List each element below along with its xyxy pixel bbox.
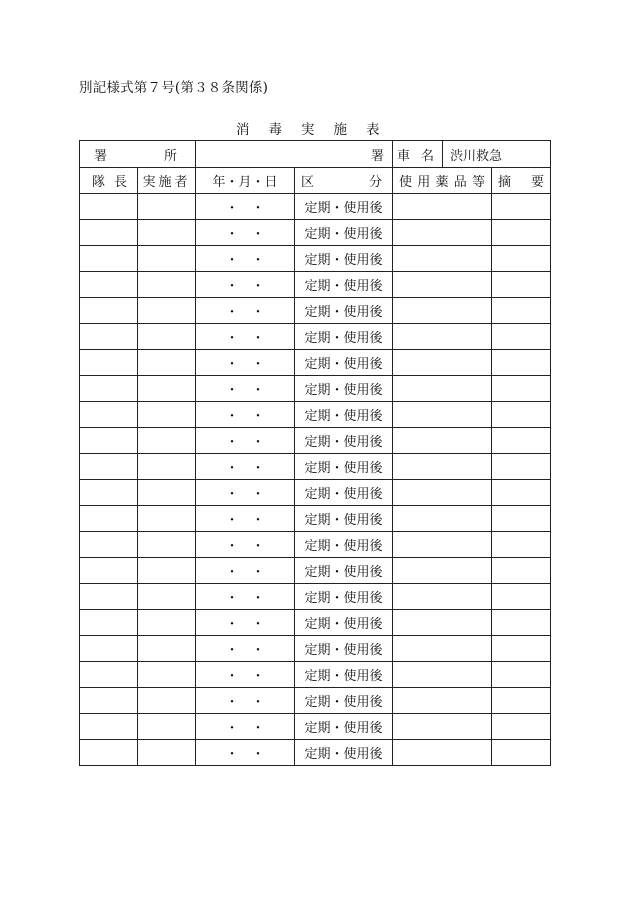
category-text: 定期・使用後: [304, 669, 383, 684]
chemicals-cell[interactable]: [393, 558, 492, 584]
table-row: [80, 714, 551, 740]
chemicals-cell[interactable]: [393, 662, 492, 688]
category-cell[interactable]: [295, 662, 393, 688]
captain-cell[interactable]: [80, 402, 138, 428]
category-cell[interactable]: [295, 428, 393, 454]
table-row: [80, 558, 551, 584]
date-text: ・ ・: [225, 409, 265, 424]
date-text: ・ ・: [225, 383, 265, 398]
captain-cell[interactable]: [80, 610, 138, 636]
chemicals-cell[interactable]: [393, 636, 492, 662]
performer-cell[interactable]: [138, 220, 196, 246]
date-cell[interactable]: [196, 558, 295, 584]
category-cell[interactable]: [295, 584, 393, 610]
date-text: ・ ・: [225, 721, 265, 736]
column-header-performer: [138, 168, 196, 194]
date-text: ・ ・: [225, 227, 265, 242]
remarks-cell[interactable]: [492, 350, 551, 376]
chemicals-cell[interactable]: [393, 506, 492, 532]
table-row: [80, 662, 551, 688]
date-text: ・ ・: [225, 643, 265, 658]
chemicals-char: 使: [399, 175, 413, 190]
date-cell[interactable]: [196, 714, 295, 740]
captain-cell[interactable]: [80, 428, 138, 454]
category-text: 定期・使用後: [304, 591, 383, 606]
chemicals-cell[interactable]: [393, 454, 492, 480]
captain-cell[interactable]: [80, 714, 138, 740]
category-cell[interactable]: [295, 454, 393, 480]
date-text: ・ ・: [225, 461, 265, 476]
date-cell[interactable]: [196, 402, 295, 428]
date-label: 年・月・日: [212, 175, 278, 190]
table-row: [80, 688, 551, 714]
category-text: 定期・使用後: [304, 201, 383, 216]
category-cell[interactable]: [295, 350, 393, 376]
date-cell[interactable]: [196, 324, 295, 350]
column-header-remarks: [492, 168, 551, 194]
vehicle-label-char: 名: [420, 148, 434, 164]
date-text: ・ ・: [225, 617, 265, 632]
date-text: ・ ・: [225, 435, 265, 450]
category-text: 定期・使用後: [304, 331, 383, 346]
performer-cell[interactable]: [138, 272, 196, 298]
performer-cell[interactable]: [138, 558, 196, 584]
remarks-cell[interactable]: [492, 506, 551, 532]
performer-cell[interactable]: [138, 688, 196, 714]
category-cell[interactable]: [295, 506, 393, 532]
category-text: 定期・使用後: [304, 357, 383, 372]
chemicals-cell[interactable]: [393, 246, 492, 272]
remarks-cell[interactable]: [492, 610, 551, 636]
table-row: [80, 220, 551, 246]
date-cell[interactable]: [196, 610, 295, 636]
vehicle-label-char: 車: [397, 148, 411, 164]
captain-cell[interactable]: [80, 506, 138, 532]
station-label-cell: [80, 141, 196, 168]
chemicals-cell[interactable]: [393, 610, 492, 636]
performer-cell[interactable]: [138, 376, 196, 402]
chemicals-char: 品: [453, 175, 467, 190]
category-cell[interactable]: [295, 532, 393, 558]
station-value-cell[interactable]: [196, 141, 393, 168]
category-cell[interactable]: [295, 220, 393, 246]
date-cell[interactable]: [196, 376, 295, 402]
category-cell[interactable]: [295, 324, 393, 350]
remarks-char: 要: [530, 175, 544, 190]
category-text: 定期・使用後: [304, 253, 383, 268]
date-text: ・ ・: [225, 279, 265, 294]
category-cell[interactable]: [295, 740, 393, 766]
date-text: ・ ・: [225, 331, 265, 346]
remarks-cell[interactable]: [492, 220, 551, 246]
chemicals-cell[interactable]: [393, 740, 492, 766]
category-cell[interactable]: [295, 480, 393, 506]
category-cell[interactable]: [295, 194, 393, 220]
date-text: ・ ・: [225, 201, 265, 216]
station-label-char: 署: [94, 148, 108, 164]
table-row: [80, 636, 551, 662]
captain-cell[interactable]: [80, 636, 138, 662]
date-cell[interactable]: [196, 194, 295, 220]
chemicals-char: 薬: [435, 175, 449, 190]
date-cell[interactable]: [196, 688, 295, 714]
table-row: [80, 428, 551, 454]
date-text: ・ ・: [225, 591, 265, 606]
date-cell[interactable]: [196, 636, 295, 662]
disinfection-table: [79, 140, 551, 766]
captain-cell[interactable]: [80, 532, 138, 558]
category-char: 分: [368, 175, 382, 190]
table-row: [80, 194, 551, 220]
captain-cell[interactable]: [80, 324, 138, 350]
remarks-cell[interactable]: [492, 298, 551, 324]
captain-cell[interactable]: [80, 350, 138, 376]
captain-cell[interactable]: [80, 298, 138, 324]
category-text: 定期・使用後: [304, 435, 383, 450]
chemicals-cell[interactable]: [393, 376, 492, 402]
chemicals-cell[interactable]: [393, 428, 492, 454]
performer-cell[interactable]: [138, 740, 196, 766]
table-row: [80, 376, 551, 402]
chemicals-cell[interactable]: [393, 532, 492, 558]
table-row: [80, 324, 551, 350]
chemicals-cell[interactable]: [393, 298, 492, 324]
remarks-cell[interactable]: [492, 194, 551, 220]
date-text: ・ ・: [225, 669, 265, 684]
captain-cell[interactable]: [80, 194, 138, 220]
table-row: [80, 298, 551, 324]
category-text: 定期・使用後: [304, 565, 383, 580]
date-text: ・ ・: [225, 695, 265, 710]
performer-cell[interactable]: [138, 428, 196, 454]
category-cell[interactable]: [295, 688, 393, 714]
remarks-char: 摘: [498, 175, 512, 190]
performer-cell[interactable]: [138, 402, 196, 428]
chemicals-cell[interactable]: [393, 402, 492, 428]
table-row: [80, 506, 551, 532]
date-cell[interactable]: [196, 662, 295, 688]
table-row: [80, 740, 551, 766]
category-text: 定期・使用後: [304, 487, 383, 502]
date-cell[interactable]: [196, 454, 295, 480]
category-text: 定期・使用後: [304, 227, 383, 242]
performer-cell[interactable]: [138, 324, 196, 350]
date-text: ・ ・: [225, 357, 265, 372]
category-cell[interactable]: [295, 714, 393, 740]
performer-cell[interactable]: [138, 480, 196, 506]
chemicals-cell[interactable]: [393, 324, 492, 350]
date-text: ・ ・: [225, 305, 265, 320]
remarks-cell[interactable]: [492, 428, 551, 454]
form-label: 別記様式第７号(第３８条関係): [79, 80, 269, 96]
chemicals-cell[interactable]: [393, 350, 492, 376]
remarks-cell[interactable]: [492, 558, 551, 584]
performer-cell[interactable]: [138, 194, 196, 220]
table-row: [80, 584, 551, 610]
performer-cell[interactable]: [138, 584, 196, 610]
table-row: [80, 610, 551, 636]
performer-label: 実施者: [142, 175, 191, 190]
category-text: 定期・使用後: [304, 747, 383, 762]
performer-cell[interactable]: [138, 532, 196, 558]
category-text: 定期・使用後: [304, 279, 383, 294]
vehicle-name: 渋川救急: [450, 148, 503, 164]
chemicals-cell[interactable]: [393, 688, 492, 714]
performer-cell[interactable]: [138, 610, 196, 636]
chemicals-cell[interactable]: [393, 480, 492, 506]
date-cell[interactable]: [196, 584, 295, 610]
table-row: [80, 272, 551, 298]
date-text: ・ ・: [225, 747, 265, 762]
captain-cell[interactable]: [80, 272, 138, 298]
captain-char: 長: [113, 175, 127, 190]
category-text: 定期・使用後: [304, 513, 383, 528]
station-label-char: 所: [163, 148, 177, 164]
category-text: 定期・使用後: [304, 617, 383, 632]
date-cell[interactable]: [196, 428, 295, 454]
category-cell[interactable]: [295, 298, 393, 324]
date-cell[interactable]: [196, 532, 295, 558]
table-row: [80, 454, 551, 480]
date-cell[interactable]: [196, 220, 295, 246]
category-cell[interactable]: [295, 376, 393, 402]
date-text: ・ ・: [225, 487, 265, 502]
chemicals-cell[interactable]: [393, 220, 492, 246]
captain-cell[interactable]: [80, 688, 138, 714]
category-cell[interactable]: [295, 636, 393, 662]
category-cell[interactable]: [295, 558, 393, 584]
date-text: ・ ・: [225, 253, 265, 268]
table-row: [80, 532, 551, 558]
remarks-cell[interactable]: [492, 376, 551, 402]
remarks-cell[interactable]: [492, 740, 551, 766]
station-suffix: 署: [370, 148, 384, 164]
captain-cell[interactable]: [80, 740, 138, 766]
date-text: ・ ・: [225, 513, 265, 528]
performer-cell[interactable]: [138, 662, 196, 688]
category-text: 定期・使用後: [304, 643, 383, 658]
performer-cell[interactable]: [138, 636, 196, 662]
date-cell[interactable]: [196, 298, 295, 324]
category-cell[interactable]: [295, 272, 393, 298]
category-cell[interactable]: [295, 402, 393, 428]
chemicals-cell[interactable]: [393, 714, 492, 740]
table-row: [80, 350, 551, 376]
remarks-cell[interactable]: [492, 532, 551, 558]
date-cell[interactable]: [196, 740, 295, 766]
column-header-chemicals: [393, 168, 492, 194]
category-text: 定期・使用後: [304, 383, 383, 398]
remarks-cell[interactable]: [492, 272, 551, 298]
column-header-date: [196, 168, 295, 194]
category-cell[interactable]: [295, 610, 393, 636]
performer-cell[interactable]: [138, 714, 196, 740]
chemicals-cell[interactable]: [393, 194, 492, 220]
remarks-cell[interactable]: [492, 688, 551, 714]
captain-cell[interactable]: [80, 662, 138, 688]
category-text: 定期・使用後: [304, 461, 383, 476]
captain-cell[interactable]: [80, 558, 138, 584]
date-text: ・ ・: [225, 539, 265, 554]
table-row: [80, 480, 551, 506]
remarks-cell[interactable]: [492, 714, 551, 740]
captain-cell[interactable]: [80, 584, 138, 610]
captain-cell[interactable]: [80, 480, 138, 506]
performer-cell[interactable]: [138, 454, 196, 480]
performer-cell[interactable]: [138, 246, 196, 272]
captain-cell[interactable]: [80, 376, 138, 402]
table-row: [80, 246, 551, 272]
date-cell[interactable]: [196, 506, 295, 532]
remarks-cell[interactable]: [492, 402, 551, 428]
chemicals-char: 等: [471, 175, 485, 190]
column-header-captain: [80, 168, 138, 194]
captain-char: 隊: [92, 175, 106, 190]
category-text: 定期・使用後: [304, 539, 383, 554]
chemicals-char: 用: [417, 175, 431, 190]
captain-cell[interactable]: [80, 454, 138, 480]
date-cell[interactable]: [196, 350, 295, 376]
chemicals-cell[interactable]: [393, 272, 492, 298]
header-row-station: [80, 141, 551, 168]
captain-cell[interactable]: [80, 246, 138, 272]
category-cell[interactable]: [295, 246, 393, 272]
remarks-cell[interactable]: [492, 636, 551, 662]
column-header-category: [295, 168, 393, 194]
remarks-cell[interactable]: [492, 480, 551, 506]
category-text: 定期・使用後: [304, 305, 383, 320]
performer-cell[interactable]: [138, 350, 196, 376]
vehicle-cell: [393, 141, 551, 168]
document-title: 消毒実施表: [236, 122, 399, 138]
category-char: 区: [301, 175, 315, 190]
date-text: ・ ・: [225, 565, 265, 580]
performer-cell[interactable]: [138, 506, 196, 532]
date-cell[interactable]: [196, 272, 295, 298]
category-text: 定期・使用後: [304, 695, 383, 710]
table-row: [80, 402, 551, 428]
category-text: 定期・使用後: [304, 409, 383, 424]
remarks-cell[interactable]: [492, 454, 551, 480]
date-cell[interactable]: [196, 246, 295, 272]
date-cell[interactable]: [196, 480, 295, 506]
remarks-cell[interactable]: [492, 246, 551, 272]
remarks-cell[interactable]: [492, 662, 551, 688]
remarks-cell[interactable]: [492, 324, 551, 350]
performer-cell[interactable]: [138, 298, 196, 324]
captain-cell[interactable]: [80, 220, 138, 246]
header-row-columns: [80, 168, 551, 194]
chemicals-cell[interactable]: [393, 584, 492, 610]
remarks-cell[interactable]: [492, 584, 551, 610]
category-text: 定期・使用後: [304, 721, 383, 736]
